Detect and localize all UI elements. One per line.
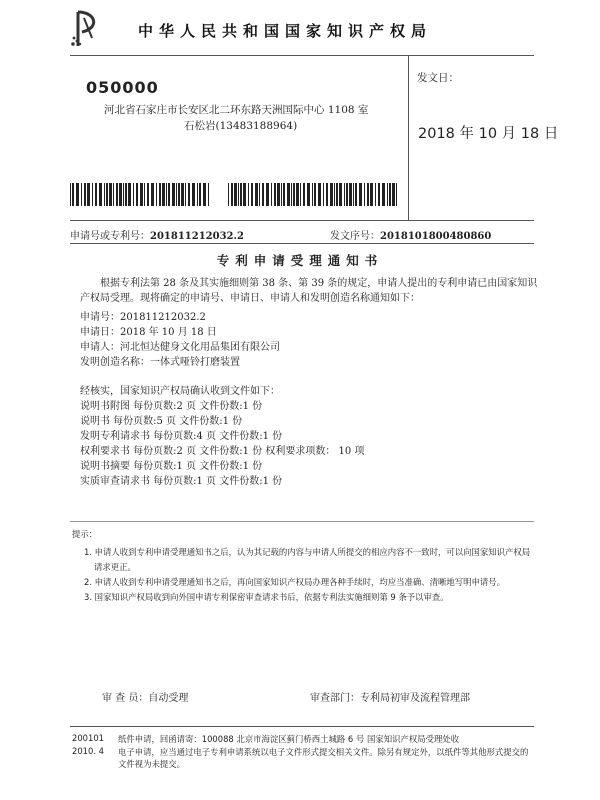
field-filing-date: 申请日：2018 年 10 月 18 日 xyxy=(80,327,217,338)
agency-title: 中华人民共和国国家知识产权局 xyxy=(138,22,433,40)
file-item: 说明书摘要 每份页数:1 页 文件份数:1 份 xyxy=(80,461,263,472)
serial-number-value: 2018101800480860 xyxy=(380,231,492,242)
address-block-rule xyxy=(70,220,534,221)
examiner xyxy=(102,689,188,704)
file-item: 发明专利请求书 每份页数:4 页 文件份数:1 份 xyxy=(80,431,283,442)
document-title: 专利申请受理通知书 xyxy=(216,253,384,268)
file-item: 说明书 每份页数:5 页 文件份数:1 份 xyxy=(80,416,243,427)
note-item: 3. 国家知识产权局收到向外国申请专利保密审查请求书后，依据专利法实施细则第 9 条予以审查。 xyxy=(84,592,449,602)
file-item: 说明书附图 每份页数:2 页 文件份数:1 份 xyxy=(80,401,263,412)
recipient-address: 河北省石家庄市长安区北二环东路天洲国际中心 1108 室 xyxy=(104,104,369,116)
department-label: 审查部门： xyxy=(310,693,360,704)
field-invention-title: 发明创造名称：一体式哑铃打磨装置 xyxy=(80,357,240,368)
verify-intro: 经核实，国家知识产权局确认收到文件如下： xyxy=(80,386,280,397)
intro-paragraph: 根据专利法第 28 条及其实施细则第 38 条、第 39 条的规定，申请人提出的专利申请已由国家知识产权局受理。现将确定的申请号、申请日、申请人和发明创造名称通知如下： xyxy=(80,278,538,304)
footer-rule xyxy=(70,726,534,727)
examiner-label: 审 查 员： xyxy=(102,693,149,704)
barcode-right xyxy=(228,183,398,206)
note-item: 请求更正。 xyxy=(94,562,136,572)
footer-line: 电子申请，应当通过电子专利申请系统以电子文件形式提交相关文件。除另有规定外，以纸件等其他形式提交的 xyxy=(118,747,529,757)
application-number-value: 201811212032.2 xyxy=(150,231,244,242)
serial-number xyxy=(330,227,491,242)
notes-rule xyxy=(70,521,534,522)
examining-department xyxy=(310,689,470,704)
note-item: 1. 申请人收到专利申请受理通知书之后，认为其记载的内容与申请人所提交的相应内容不一致时，可以向国家知识产权局 xyxy=(84,547,531,557)
footer-line: 文件视为未提交。 xyxy=(118,759,185,769)
recipient-name-phone: 石松岩(13483188964) xyxy=(184,120,298,132)
department-value: 专利局初审及流程管理部 xyxy=(360,693,470,704)
application-number xyxy=(70,227,244,242)
form-code: 200101 xyxy=(72,733,104,743)
note-item: 2. 申请人收到专利申请受理通知书之后，再向国家知识产权局办理各种手续时，均应当准确、清晰地写明申请号。 xyxy=(84,577,506,587)
field-application-number: 申请号：201811212032.2 xyxy=(80,312,206,323)
cnipa-logo-icon xyxy=(70,8,106,48)
send-date-label: 发文日： xyxy=(417,72,459,84)
barcode-left xyxy=(70,183,210,206)
examiner-value: 自动受理 xyxy=(148,693,189,704)
send-date: 2018 年 10 月 18 日 xyxy=(418,126,559,142)
notes-heading: 提示： xyxy=(72,529,98,539)
header-rule xyxy=(70,55,534,56)
footer-line: 纸件申请，回函请寄：100088 北京市海淀区蓟门桥西土城路 6 号 国家知识产权局受理处收 xyxy=(118,734,460,744)
form-version: 2010. 4 xyxy=(72,746,104,756)
file-item: 权利要求书 每份页数:2 页 文件份数:1 份 权利要求项数： 10 项 xyxy=(80,446,365,457)
application-rule xyxy=(70,243,534,244)
application-number-label: 申请号或专利号： xyxy=(70,231,150,242)
serial-number-label: 发文序号： xyxy=(330,231,380,242)
postcode: 050000 xyxy=(86,78,159,97)
field-applicant: 申请人：河北恒达健身文化用品集团有限公司 xyxy=(80,342,280,353)
file-item: 实质审查请求书 每份页数:1 页 文件份数:1 份 xyxy=(80,476,283,487)
column-divider xyxy=(408,56,409,220)
